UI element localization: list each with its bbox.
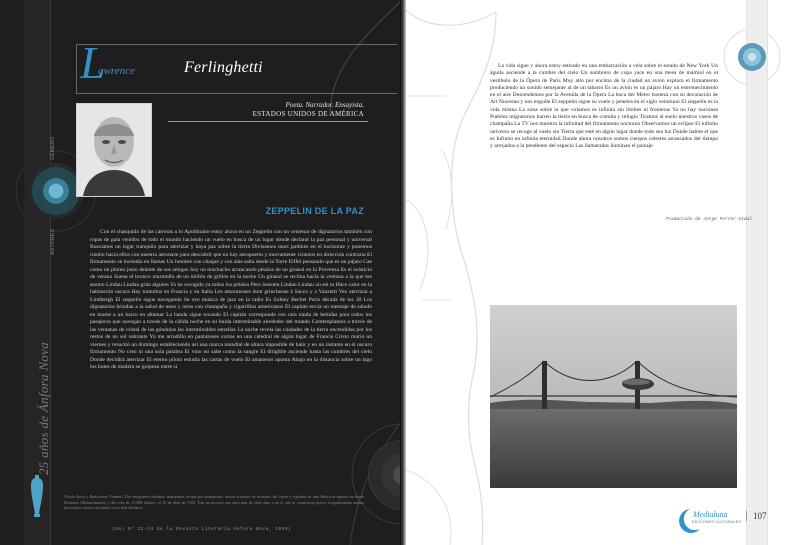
publisher-logo-subtitle: EDICIONES CULTURALES [692,520,742,524]
strip-label-authors: AUTORES [50,228,56,255]
poem-title: ZEPPELIN DE LA PAZ [265,206,364,216]
author-initial: L [80,37,106,88]
author-first-name: awrence [98,65,135,77]
poem-paragraph: Con el chasquido de las carreras a lo Apollinaire estoy ahora en un Zeppelín con un centenar de dignatarios también con ropas de gala venidos de todo el mundo haciendo un vuelo en busca de un lugar donde declarar la paz personal y universal Buscamos un lugar tranquilo para aterrizar y haya paz sobre la tierra Divisamos unos jardines en el horizonte y ponemos rumbo hacia ellos con nuestra aeronave para descubrir que no hay aeropuerto y nuevamente viramos en dirección contraria El firmamento se incendia en llamas Un hombre con chaqué y con alas salta desde la Torre Eiffel pensando que es un pájaro Cae como un plomo justo delante de sus amigos Soy un muchacho arrancando pétalos de un girasol en la Provenza Es el solsticio de verano Suena el bronco murmullo de un millón de grillos en la noche Un girasol se reclina hacia la ventana a la que me asomo Lindau Lindau grita alguien Yo he recogido ya todos los pétalos Pero insisten Lindau Lindau où est tu Hace calor en la habitación oscura Hay tumultos en Francia y en Italia Les amoureuses dont grincheuse à Sacco y a Vanzetti Veo aterrizar a Lindbergh El zeppelín sigue navegando Se oye música de jazz en la radio Es Sidney Bechet París década de los 30 Los dignatarios brindan a la salud de unos y otros con champaña y cigarrillos americanos El capitán envía un mensaje de saludo en morse a un barco en altamar La banda sigue tocando El capitán corresponde con otra tanda de bebidas para todos los pasajeros que navegan a través de la cálida noche en su huida interminable alrededor del mundo Contemplamos a través de las ventanas de cristal de las góndolas las interminables estrellas La noche revela las ciudades de la tierra encendidas por los restos de un sol sobrante Yo me arrodillo en pantalones cortos en una catedral de algún lugar de Francia Cristo murió un viernes y resucitó un domingo estableciendo así una marca mundial de altura imposible de batir y en un instante en el oscuro firmamento No creo ni una sola palabra El vino no sabe como la sangre El dirigible asciende hasta las cumbres del cielo Donde decidirá aterrizar El eterno piloto estudia las cartas de vuelo El amanecer apunta Abajo en la distancia sobre un lago los botes de madera se golpean entre sí [90,229,372,370]
zeppelin-photo [490,305,737,488]
poem-body-right [490,63,718,151]
poem-body-left [90,229,372,372]
source-footer: (De) Nº 22-24 de la Revista Literaria Ánfora Nova, 1995) [112,527,292,532]
vertical-strip [746,0,768,545]
page-number: 107 [746,511,767,521]
portrait-image [77,104,151,196]
author-roles: Poeta. Narrador. Ensayista. [285,101,364,109]
author-header [76,37,402,94]
footnote: Nicola Sacco y Bartolomeo Vanzetti. Dos emigrantes italianos, anarquistas ácratas por anarquistas, fueron acusados de asesinato del cajero y vigilante de una fábrica de zapatos en South Braintree (Massachusetts) y del robo de 15.000 dólares, el 15 de abril de 1920. Tras un proceso que duró más de siete años y en el que se cometieron graves irregularidades ambos procesados fueron ejecutados en la silla eléctrica. [64,494,364,511]
right-page [406,0,800,545]
publisher-logo-name: Medialuna [693,510,728,519]
disc-icon [368,440,402,510]
vertical-magazine-title: 25 años de Ánfora Nova [36,342,51,475]
author-country: ESTADOS UNIDOS DE AMÉRICA [252,110,364,118]
author-last-name: Ferlinghetti [184,59,263,76]
zeppelin-over-bridge-image [490,305,737,488]
author-portrait [76,103,152,197]
amphora-icon [31,474,43,520]
disc-icon [738,43,766,71]
translation-credit: Traducción de Jorge Ferrer-Vidal [665,217,752,222]
strip-label-genre: GÉNERO [50,136,56,160]
poem-paragraph: La vida sigue y ahora estoy estirado en una embarcación a vela sobre el estado de New York Un águila asciende a la cumbre del cielo Un sombrero de copa yace en una mesa de mármol en el vestíbulo de la Ópera de París Muy alto por encima de la ciudad un avión explora el firmamento produciendo un sonido semejante al de un tabarro Es un avión es un pájaro Hay un estremecimiento en el aire Descendemos por la Avenida de la Ópera La boca del Metro bosteza con su decoración de Art Nouveau y nos engulle El zeppelín sigue su vuelo y penetra en el siglo veintiuno El zeppelín es la vida misma La zona sobre la que volamos es infinita sin límites ni fronteras Ya no hay naciones Pueblos migratorios barren la tierra en busca de comida y refugio Tiramos al suelo nuestros vasos de champaña La TV nos muestra la infinitud del firmamento nocturno Observamos un eclipse El infinito universo se recoge al vuelo sin Tierra que esté en algún lugar donde todo sea luz Donde habite el que es Infinito en infinita eternidad Donde ahora nosotros somos cuerpos celestes arrancados del tiempo y arrojados a la pendiente del espacio Las llamaradas iluminan el paisaje [490,63,718,150]
divider [168,121,368,122]
